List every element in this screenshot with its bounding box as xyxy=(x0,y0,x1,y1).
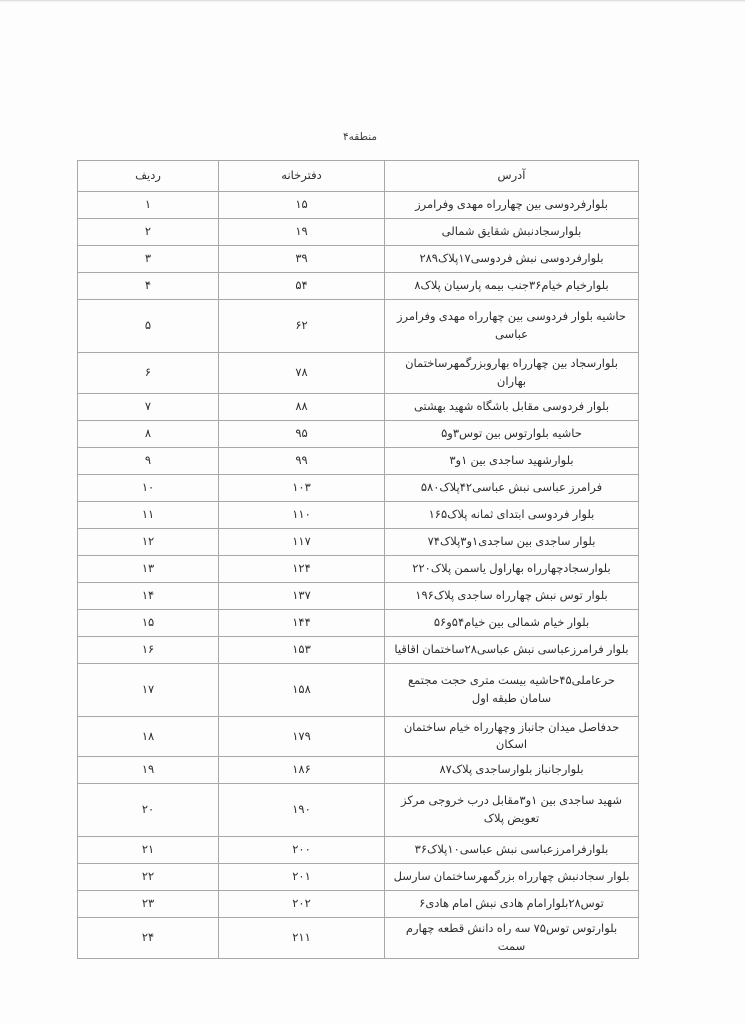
table-header-row xyxy=(78,161,639,192)
cell-office-number: ۱۲۴ xyxy=(219,555,385,582)
cell-row-number: ۱ xyxy=(78,192,219,219)
table-row xyxy=(78,582,639,609)
table-row xyxy=(78,716,639,757)
notary-offices-table xyxy=(77,160,639,959)
table-body xyxy=(78,192,639,959)
table-row xyxy=(78,393,639,420)
cell-row-number: ۱۴ xyxy=(78,582,219,609)
cell-office-number: ۱۴۴ xyxy=(219,609,385,636)
cell-address: بلوار فردوسی ابتدای ثمانه پلاک۱۶۵ xyxy=(385,501,639,528)
cell-office-number: ۱۸۶ xyxy=(219,757,385,784)
cell-office-number: ۲۰۰ xyxy=(219,837,385,864)
district-label: منطقه۴ xyxy=(343,131,377,143)
table-header xyxy=(78,161,639,192)
cell-row-number: ۷ xyxy=(78,393,219,420)
cell-row-number: ۱۲ xyxy=(78,528,219,555)
column-header-address: آدرس xyxy=(385,161,639,192)
table-row xyxy=(78,528,639,555)
cell-address: بلوارجانباز بلوارساجدی پلاک۸۷ xyxy=(385,757,639,784)
cell-office-number: ۱۱۰ xyxy=(219,501,385,528)
table-row xyxy=(78,219,639,246)
table-row xyxy=(78,501,639,528)
cell-row-number: ۸ xyxy=(78,420,219,447)
column-header-office: دفترخانه xyxy=(219,161,385,192)
cell-address: توس۲۸بلوارامام هادی نبش امام هادی۶ xyxy=(385,891,639,918)
cell-address: بلوارخیام خیام۳۶جنب بیمه پارسیان پلاک۸ xyxy=(385,273,639,300)
table-row xyxy=(78,864,639,891)
table-row xyxy=(78,420,639,447)
table-row xyxy=(78,246,639,273)
cell-office-number: ۳۹ xyxy=(219,246,385,273)
table-row xyxy=(78,474,639,501)
cell-office-number: ۷۸ xyxy=(219,353,385,394)
cell-row-number: ۵ xyxy=(78,300,219,353)
cell-row-number: ۳ xyxy=(78,246,219,273)
cell-row-number: ۲۲ xyxy=(78,864,219,891)
cell-address: بلوار خیام شمالی بین خیام۵۴و۵۶ xyxy=(385,609,639,636)
cell-row-number: ۹ xyxy=(78,447,219,474)
cell-office-number: ۵۴ xyxy=(219,273,385,300)
cell-address: بلوار توس نبش چهارراه ساجدی پلاک۱۹۶ xyxy=(385,582,639,609)
cell-office-number: ۱۵۸ xyxy=(219,663,385,716)
cell-address: بلوارفرامرزعباسی نبش عباسی۱۰پلاک۳۶ xyxy=(385,837,639,864)
cell-address: بلوارفردوسی بین چهارراه مهدی وفرامرز xyxy=(385,192,639,219)
cell-office-number: ۱۱۷ xyxy=(219,528,385,555)
cell-address: فرامرز عباسی نبش عباسی۴۲پلاک۵۸۰ xyxy=(385,474,639,501)
cell-address: بلوار فرامرزعباسی نبش عباسی۲۸ساختمان اقاقیا xyxy=(385,636,639,663)
cell-address: بلوارفردوسی نبش فردوسی۱۷پلاک۲۸۹ xyxy=(385,246,639,273)
cell-address: بلوار ساجدی بین ساجدی۱و۳پلاک۷۴ xyxy=(385,528,639,555)
cell-office-number: ۱۰۳ xyxy=(219,474,385,501)
notary-offices-table-container xyxy=(78,160,639,959)
cell-row-number: ۴ xyxy=(78,273,219,300)
cell-office-number: ۹۹ xyxy=(219,447,385,474)
cell-office-number: ۹۵ xyxy=(219,420,385,447)
cell-row-number: ۲۱ xyxy=(78,837,219,864)
cell-row-number: ۱۱ xyxy=(78,501,219,528)
table-row xyxy=(78,891,639,918)
cell-office-number: ۲۰۱ xyxy=(219,864,385,891)
cell-address: حرعاملی۴۵حاشیه بیست متری حجت مجتمع سامان طبقه اول xyxy=(385,663,639,716)
cell-office-number: ۱۷۹ xyxy=(219,716,385,757)
cell-address: بلوارسجاد بین چهارراه بهاروبزرگمهرساختمان بهاران xyxy=(385,353,639,394)
cell-address: حاشیه بلوار فردوسی بین چهارراه مهدی وفرامرز عباسی xyxy=(385,300,639,353)
cell-office-number: ۱۹ xyxy=(219,219,385,246)
cell-row-number: ۲۳ xyxy=(78,891,219,918)
cell-office-number: ۱۳۷ xyxy=(219,582,385,609)
table-row xyxy=(78,273,639,300)
cell-row-number: ۲۰ xyxy=(78,784,219,837)
table-row xyxy=(78,918,639,959)
cell-address: حدفاصل میدان جانباز وچهارراه خیام ساختمان اسکان xyxy=(385,716,639,757)
cell-row-number: ۱۷ xyxy=(78,663,219,716)
cell-address: بلوارسجادنبش شقایق شمالی xyxy=(385,219,639,246)
table-row xyxy=(78,784,639,837)
cell-row-number: ۱۰ xyxy=(78,474,219,501)
cell-row-number: ۱۵ xyxy=(78,609,219,636)
cell-address: بلوارتوس توس۷۵ سه راه دانش قطعه چهارم سمت xyxy=(385,918,639,959)
cell-address: بلوار فردوسی مقابل باشگاه شهید بهشتی xyxy=(385,393,639,420)
table-row xyxy=(78,663,639,716)
table-row xyxy=(78,353,639,394)
table-row xyxy=(78,300,639,353)
column-header-row-number: ردیف xyxy=(78,161,219,192)
cell-office-number: ۲۰۲ xyxy=(219,891,385,918)
cell-office-number: ۱۹۰ xyxy=(219,784,385,837)
cell-row-number: ۲ xyxy=(78,219,219,246)
cell-address: بلوارسجادچهارراه بهاراول یاسمن پلاک۲۲۰ xyxy=(385,555,639,582)
cell-office-number: ۲۱۱ xyxy=(219,918,385,959)
cell-row-number: ۱۸ xyxy=(78,716,219,757)
cell-office-number: ۶۲ xyxy=(219,300,385,353)
cell-address: بلوارشهید ساجدی بین ۱و۳ xyxy=(385,447,639,474)
table-row xyxy=(78,757,639,784)
cell-office-number: ۱۵۳ xyxy=(219,636,385,663)
table-row xyxy=(78,447,639,474)
table-row xyxy=(78,609,639,636)
cell-address: بلوار سجادنبش چهارراه بزرگمهرساختمان سارسل xyxy=(385,864,639,891)
cell-address: حاشیه بلوارتوس بین توس۳و۵ xyxy=(385,420,639,447)
table-row xyxy=(78,837,639,864)
cell-row-number: ۶ xyxy=(78,353,219,394)
table-row xyxy=(78,192,639,219)
cell-office-number: ۸۸ xyxy=(219,393,385,420)
table-row xyxy=(78,555,639,582)
cell-row-number: ۱۹ xyxy=(78,757,219,784)
cell-office-number: ۱۵ xyxy=(219,192,385,219)
table-row xyxy=(78,636,639,663)
cell-row-number: ۱۳ xyxy=(78,555,219,582)
cell-row-number: ۲۴ xyxy=(78,918,219,959)
cell-row-number: ۱۶ xyxy=(78,636,219,663)
cell-address: شهید ساجدی بین ۱و۳مقابل درب خروجی مرکز تعویض پلاک xyxy=(385,784,639,837)
